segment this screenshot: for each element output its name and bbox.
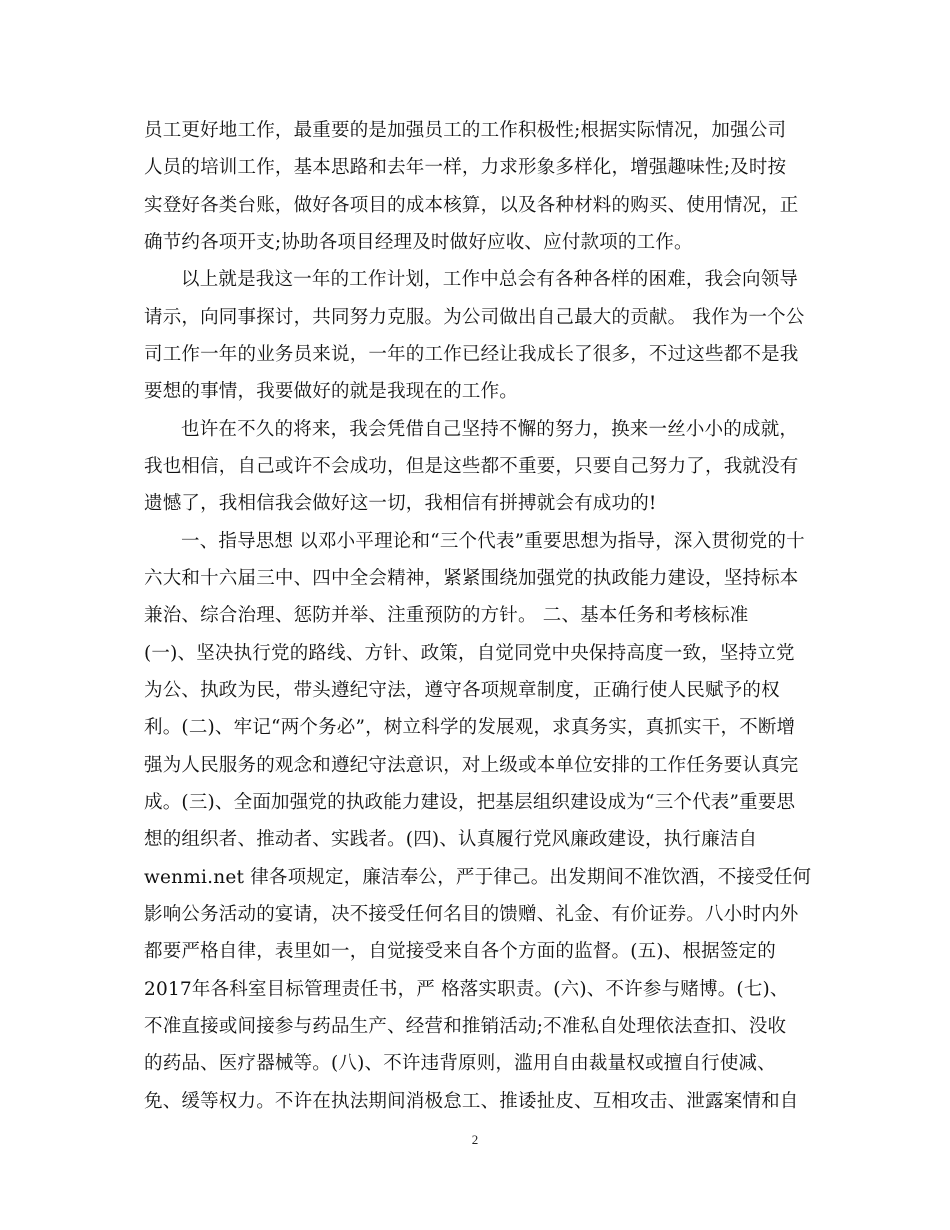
body-text-line: 确节约各项开支;协助各项目经理及时做好应收、应付款项的工作。 [144,232,693,253]
body-text-line: (一)、坚决执行党的路线、方针、政策，自觉同党中央保持高度一致，坚持立党 [144,643,795,664]
body-text-line: 为公、执政为民，带头遵纪守法，遵守各项规章制度，正确行使人民赋予的权 [144,680,780,701]
body-text-line: 要想的事情，我要做好的就是我现在的工作。 [144,381,519,402]
body-text-line: 影响公务活动的宴请，决不接受任何名目的馈赠、礼金、有价证券。八小时内外 [144,904,799,925]
body-text-line: 请示，向同事探讨，共同努力克服。为公司做出自己最大的贡献。 我作为一个公 [144,307,805,328]
body-text-line: 都要严格自律，表里如一，自觉接受来自各个方面的监督。(五)、根据签定的 [144,941,776,962]
body-text-line: wenmi.net 律各项规定，廉洁奉公，严于律己。出发期间不准饮酒，不接受任何 [144,867,812,888]
body-text-line: 利。(二)、牢记“两个务必”，树立科学的发展观，求真务实，真抓实干，不断增 [144,717,796,738]
body-text-line: 成。(三)、全面加强党的执政能力建设，把基层组织建设成为“三个代表”重要思 [144,792,796,813]
paragraph-first-line: 一、指导思想 以邓小平理论和“三个代表”重要思想为指导，深入贯彻党的十 [181,531,805,552]
body-text-line: 2017年各科室目标管理责任书，严 格落实职责。(六)、不许参与赌博。(七)、 [144,979,789,1000]
body-text-line: 的药品、医疗器械等。(八)、不许违背原则，滥用自由裁量权或擅自行使减、 [144,1053,776,1074]
body-text-line: 实登好各类台账，做好各项目的成本核算，以及各种材料的购买、使用情况，正 [144,195,799,216]
body-text-line: 员工更好地工作，最重要的是加强员工的工作积极性;根据实际情况，加强公司 [144,120,787,141]
body-text-line: 司工作一年的业务员来说，一年的工作已经让我成长了很多，不过这些都不是我 [144,344,799,365]
body-text-line: 我也相信，自己或许不会成功，但是这些都不重要，只要自己努力了，我就没有 [144,456,799,477]
body-text-line: 强为人民服务的观念和遵纪守法意识，对上级或本单位安排的工作任务要认真完 [144,755,799,776]
paragraph-first-line: 也许在不久的将来，我会凭借自己坚持不懈的努力，换来一丝小小的成就， [181,419,799,440]
body-text-line: 兼治、综合治理、惩防并举、注重预防的方针。 二、基本任务和考核标准 [144,605,749,626]
body-text-line: 六大和十六届三中、四中全会精神，紧紧围绕加强党的执政能力建设，坚持标本 [144,568,799,589]
body-text-line: 想的组织者、推动者、实践者。(四)、认真履行党风廉政建设，执行廉洁自 [144,829,758,850]
page-number: 2 [471,1132,479,1147]
body-text-line: 遗憾了，我相信我会做好这一切，我相信有拼搏就会有成功的! [144,493,657,514]
paragraph-first-line: 以上就是我这一年的工作计划，工作中总会有各种各样的困难，我会向领导 [181,269,799,290]
body-text-line: 人员的培训工作，基本思路和去年一样，力求形象多样化，增强趣味性;及时按 [144,157,787,178]
body-text-line: 不准直接或间接参与药品生产、经营和推销活动;不准私自处理依法查扣、没收 [144,1016,787,1037]
body-text-line: 免、缓等权力。不许在执法期间消极怠工、推诿扯皮、互相攻击、泄露案情和自 [144,1091,799,1112]
